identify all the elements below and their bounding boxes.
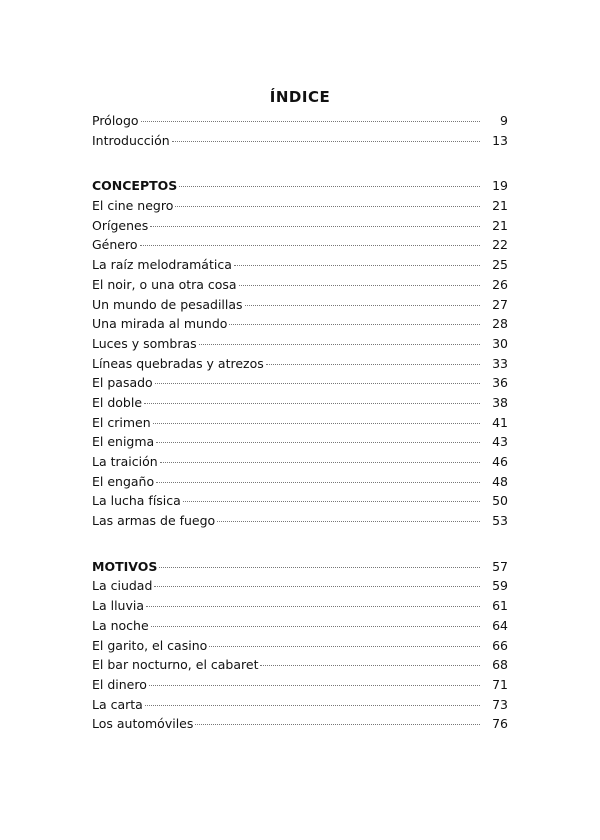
conceptos-list: [92, 196, 508, 531]
dot-leader: [239, 285, 480, 286]
toc-entry-page: 9: [500, 113, 508, 128]
dot-leader: [229, 324, 480, 325]
dot-leader: [175, 206, 480, 207]
toc-entry-page: 76: [492, 716, 508, 732]
page-title: ÍNDICE: [269, 88, 331, 106]
dot-leader: [156, 482, 480, 483]
toc-section-motivos: [92, 557, 508, 577]
dot-leader: [245, 305, 480, 306]
toc-entry-page: 64: [492, 617, 508, 633]
toc-entry: [92, 472, 508, 492]
toc-entry-label: Prólogo: [92, 113, 139, 128]
dot-leader: [172, 141, 480, 142]
toc-entry-label: El engaño: [92, 473, 155, 489]
dot-leader: [140, 245, 480, 246]
dot-leader: [151, 626, 480, 627]
toc-entry: [92, 255, 508, 275]
toc-entry-label: El enigma: [92, 434, 155, 450]
toc-entry: [92, 275, 508, 295]
toc-entry-page: 30: [492, 335, 508, 351]
toc-entry-label: El bar nocturno, el cabaret: [92, 657, 259, 673]
toc-entry-label: La ciudad: [92, 578, 153, 594]
toc-entry-label: La carta: [92, 696, 143, 712]
toc-entry: [92, 196, 508, 216]
toc-entry-introduccion: [92, 131, 508, 151]
toc-entry-page: 38: [492, 394, 508, 410]
toc-entry-page: 36: [492, 375, 508, 391]
dot-leader: [146, 606, 480, 607]
toc-entry-page: 27: [492, 296, 508, 312]
dot-leader: [153, 423, 480, 424]
dot-leader: [155, 383, 480, 384]
toc-entry: [92, 636, 508, 656]
toc-entry: [92, 491, 508, 511]
dot-leader: [149, 685, 480, 686]
toc-section-label: CONCEPTOS: [92, 178, 178, 194]
toc-entry-page: 61: [492, 598, 508, 614]
toc-entry-page: 46: [492, 454, 508, 469]
toc-entry-label: El garito, el casino: [92, 637, 208, 653]
toc-section-label: MOTIVOS: [92, 558, 158, 574]
dot-leader: [160, 462, 480, 463]
toc-entry-label: El dinero: [92, 676, 147, 692]
toc-entry-page: 21: [492, 198, 508, 214]
toc-entry: [92, 511, 508, 531]
dot-leader: [266, 364, 480, 365]
toc-entry-label: Las armas de fuego: [92, 513, 216, 529]
toc-entry-page: 66: [492, 637, 508, 653]
toc-entry-label: La traición: [92, 454, 158, 469]
toc-entry-label: El doble: [92, 394, 143, 410]
dot-leader: [195, 724, 480, 725]
toc-entry: [92, 596, 508, 616]
table-of-contents: [92, 111, 508, 734]
toc-entry: [92, 314, 508, 334]
toc-entry-page: 59: [492, 578, 508, 594]
dot-leader: [217, 521, 480, 522]
toc-entry: [92, 695, 508, 715]
section-spacer: [92, 531, 508, 557]
toc-entry-label: Género: [92, 237, 138, 253]
toc-entry: [92, 373, 508, 393]
toc-entry-page: 57: [492, 558, 508, 574]
dot-leader: [260, 665, 480, 666]
dot-leader: [183, 501, 480, 502]
toc-entry: [92, 616, 508, 636]
dot-leader: [154, 586, 480, 587]
motivos-list: [92, 576, 508, 734]
dot-leader: [234, 265, 480, 266]
toc-entry-page: 33: [492, 355, 508, 371]
toc-entry-page: 26: [492, 276, 508, 292]
dot-leader: [159, 567, 480, 568]
toc-entry-label: El crimen: [92, 414, 151, 430]
toc-entry-page: 73: [492, 696, 508, 712]
toc-entry-page: 13: [492, 132, 508, 148]
toc-section-conceptos: [92, 176, 508, 196]
toc-entry: [92, 354, 508, 374]
dot-leader: [141, 121, 480, 122]
dot-leader: [209, 646, 480, 647]
dot-leader: [199, 344, 480, 345]
toc-entry-label: Orígenes: [92, 217, 149, 233]
toc-entry-label: Luces y sombras: [92, 335, 197, 351]
toc-entry-page: 25: [492, 257, 508, 273]
dot-leader: [156, 442, 480, 443]
toc-entry: [92, 576, 508, 596]
toc-entry-page: 19: [492, 178, 508, 194]
toc-entry-page: 68: [492, 657, 508, 673]
toc-entry-label: Líneas quebradas y atrezos: [92, 355, 264, 371]
toc-entry-page: 53: [492, 513, 508, 529]
toc-entry: [92, 655, 508, 675]
toc-entry-page: 43: [492, 434, 508, 450]
toc-entry: [92, 413, 508, 433]
toc-entry: [92, 675, 508, 695]
dot-leader: [179, 186, 480, 187]
toc-entry-label: La lucha física: [92, 493, 181, 509]
toc-entry-label: El pasado: [92, 375, 153, 391]
toc-entry-label: Introducción: [92, 132, 170, 148]
section-spacer: [92, 150, 508, 176]
toc-entry-prologo: [92, 111, 508, 131]
toc-entry: [92, 235, 508, 255]
toc-entry-page: 50: [492, 493, 508, 509]
toc-entry-label: La lluvia: [92, 598, 144, 614]
toc-entry: [92, 295, 508, 315]
toc-entry-page: 28: [492, 316, 508, 332]
toc-entry-label: El cine negro: [92, 198, 174, 214]
toc-entry-label: La noche: [92, 617, 149, 633]
dot-leader: [144, 403, 480, 404]
toc-entry-label: Un mundo de pesadillas: [92, 296, 243, 312]
toc-entry: [92, 714, 508, 734]
dot-leader: [150, 226, 480, 227]
toc-entry: [92, 334, 508, 354]
toc-entry-page: 22: [492, 237, 508, 253]
toc-entry-page: 48: [492, 473, 508, 489]
toc-entry-label: Los automóviles: [92, 716, 194, 732]
toc-entry: [92, 432, 508, 452]
toc-entry: [92, 452, 508, 472]
dot-leader: [145, 705, 480, 706]
toc-entry: [92, 216, 508, 236]
toc-entry-label: Una mirada al mundo: [92, 316, 228, 332]
toc-entry-page: 71: [492, 676, 508, 692]
toc-entry-label: El noir, o una otra cosa: [92, 276, 237, 292]
toc-entry: [92, 393, 508, 413]
toc-entry-label: La raíz melodramática: [92, 257, 232, 273]
toc-entry-page: 21: [492, 217, 508, 233]
toc-entry-page: 41: [492, 414, 508, 430]
